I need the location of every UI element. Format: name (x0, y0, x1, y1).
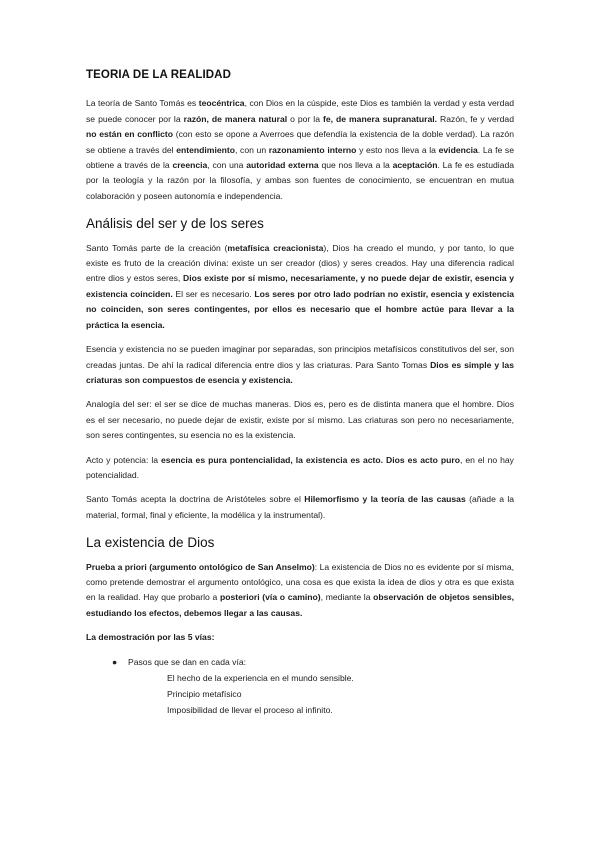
text-run: ), Dios ha creado el mundo, y por tanto, lo que existe es fruto de la creación divina: existe un ser creador (dios) y seres creados. Hay una diferencia radical entre dios y estos seres, (86, 242, 514, 284)
text-run: , en el no hay potencialidad. (86, 454, 514, 480)
text-run: Razón, fe y verdad (437, 113, 514, 124)
bold-text-run: teocéntrica (198, 98, 245, 109)
text-run: Analogía del ser: el ser se dice de muchas maneras. Dios es, pero es de distinta manera que el hombre. Dios es el ser necesario, no puede dejar de existir, existe por sí mismo. Las criaturas son pero no necesariamente, son seres contingentes, su esencia no es la existencia. (86, 399, 514, 441)
paragraph-creacion (86, 241, 514, 333)
bold-text-run: esencia es pura pontencialidad, la existencia es acto. Dios es acto puro (161, 454, 460, 465)
bold-text-run: entendimiento (176, 144, 235, 155)
document-page (86, 68, 514, 718)
bold-text-run: Dios existe por sí mismo, necesariamente, y no puede dejar de existir, esencia y existencia coinciden. (86, 273, 514, 299)
bold-text-run: evidencia (438, 144, 478, 155)
text-run: o por la (287, 113, 323, 124)
demonstration-heading: La demostración por las 5 vías: (86, 632, 215, 643)
bullet-dot-icon: ● (112, 656, 118, 667)
bold-text-run: Prueba a priori (argumento ontológico de San Anselmo) (86, 561, 315, 572)
text-run: que nos lleva a la (318, 160, 393, 171)
text-run: , mediante la (320, 592, 374, 603)
bold-text-run: no están en conflicto (86, 129, 174, 140)
bold-text-run: razonamiento interno (268, 144, 357, 155)
bold-text-run: Hilemorfismo y la teoría de las causas (304, 494, 466, 505)
text-run: y esto nos lleva a la (356, 144, 439, 155)
bullet-item (86, 655, 514, 670)
text-run: (añade a la material, formal, final y eficiente, la modélica y la instrumental). (86, 494, 515, 520)
document-title: TEORIA DE LA REALIDAD (86, 69, 231, 81)
text-run: (con esto se opone a Averroes que defendía la existencia de la doble verdad). La razón se obtiene a través del (86, 129, 514, 155)
step-item: El hecho de la experiencia en el mundo sensible. (167, 673, 354, 683)
paragraph-esencia-existencia (86, 342, 514, 388)
bold-text-run: Los seres por otro lado podrían no existir, esencia y existencia no coinciden, son seres contingentes, por ellos es necesario que el hombre actúe para llevar a la práctica la esencia. (86, 288, 515, 330)
text-run: , con una (207, 160, 247, 171)
bold-text-run: observación de objetos sensibles, estudiando los efectos, debemos llegar a las causas. (86, 592, 515, 618)
step-item: Imposibilidad de llevar el proceso al infinito. (167, 705, 333, 715)
bold-text-run: metafísica creacionista (227, 242, 324, 253)
text-run: Esencia y existencia no se pueden imaginar por separadas, son principios metafísicos constitutivos del ser, son creadas juntas. De ahí la radical diferencia entre dios y las criaturas. Para Santo Tomas (86, 344, 514, 370)
bold-text-run: autoridad externa (246, 160, 319, 171)
bold-text-run: fe, de manera supranatural. (323, 113, 438, 124)
step-item: Principio metafísico (167, 689, 242, 699)
text-run: El ser es necesario. (172, 288, 255, 299)
bold-text-run: posteriori (vía o camino) (219, 592, 321, 603)
text-run: Acto y potencia: la (86, 454, 162, 465)
bold-text-run: razón, de manera natural (183, 113, 288, 124)
text-run: La teoría de Santo Tomás es (86, 98, 199, 109)
text-run: . La fe es estudiada por la teología y la razón por la filosofía, y ambas son fuentes de conocimiento, se encuentran en mutua colaboración y poseen autonomía e independencia. (86, 160, 515, 201)
paragraph-intro (86, 96, 514, 204)
bold-text-run: creencia (172, 160, 208, 171)
bold-text-run: aceptación (392, 160, 438, 171)
text-run: . La fe se obtiene a través de la (86, 144, 514, 171)
section-heading-existencia: La existencia de Dios (86, 535, 215, 551)
text-run: , con un (234, 144, 269, 155)
steps-list (167, 670, 514, 718)
text-run: Santo Tomás acepta la doctrina de Aristóteles sobre el (86, 494, 305, 505)
text-run: , con Dios en la cúspide, este Dios es también la verdad y esta verdad se puede conocer por la (86, 98, 515, 124)
section-heading-analisis: Análisis del ser y de los seres (86, 216, 264, 232)
paragraph-acto-potencia (86, 453, 514, 484)
paragraph-prueba-a-priori (86, 560, 514, 622)
paragraph-hilemorfismo (86, 492, 514, 523)
bullet-label: Pasos que se dan en cada vía: (128, 656, 247, 667)
text-run: Santo Tomás parte de la creación ( (86, 242, 228, 253)
text-run: : La existencia de Dios no es evidente por sí misma, como pretende demostrar el argumento ontológico, una cosa es que exista la idea de dios y otra es que exista en la realidad. Hay que probarlo a (86, 561, 514, 603)
paragraph-analogia (86, 397, 514, 443)
bold-text-run: Dios es simple y las criaturas son compuestos de esencia y existencia. (86, 359, 514, 385)
